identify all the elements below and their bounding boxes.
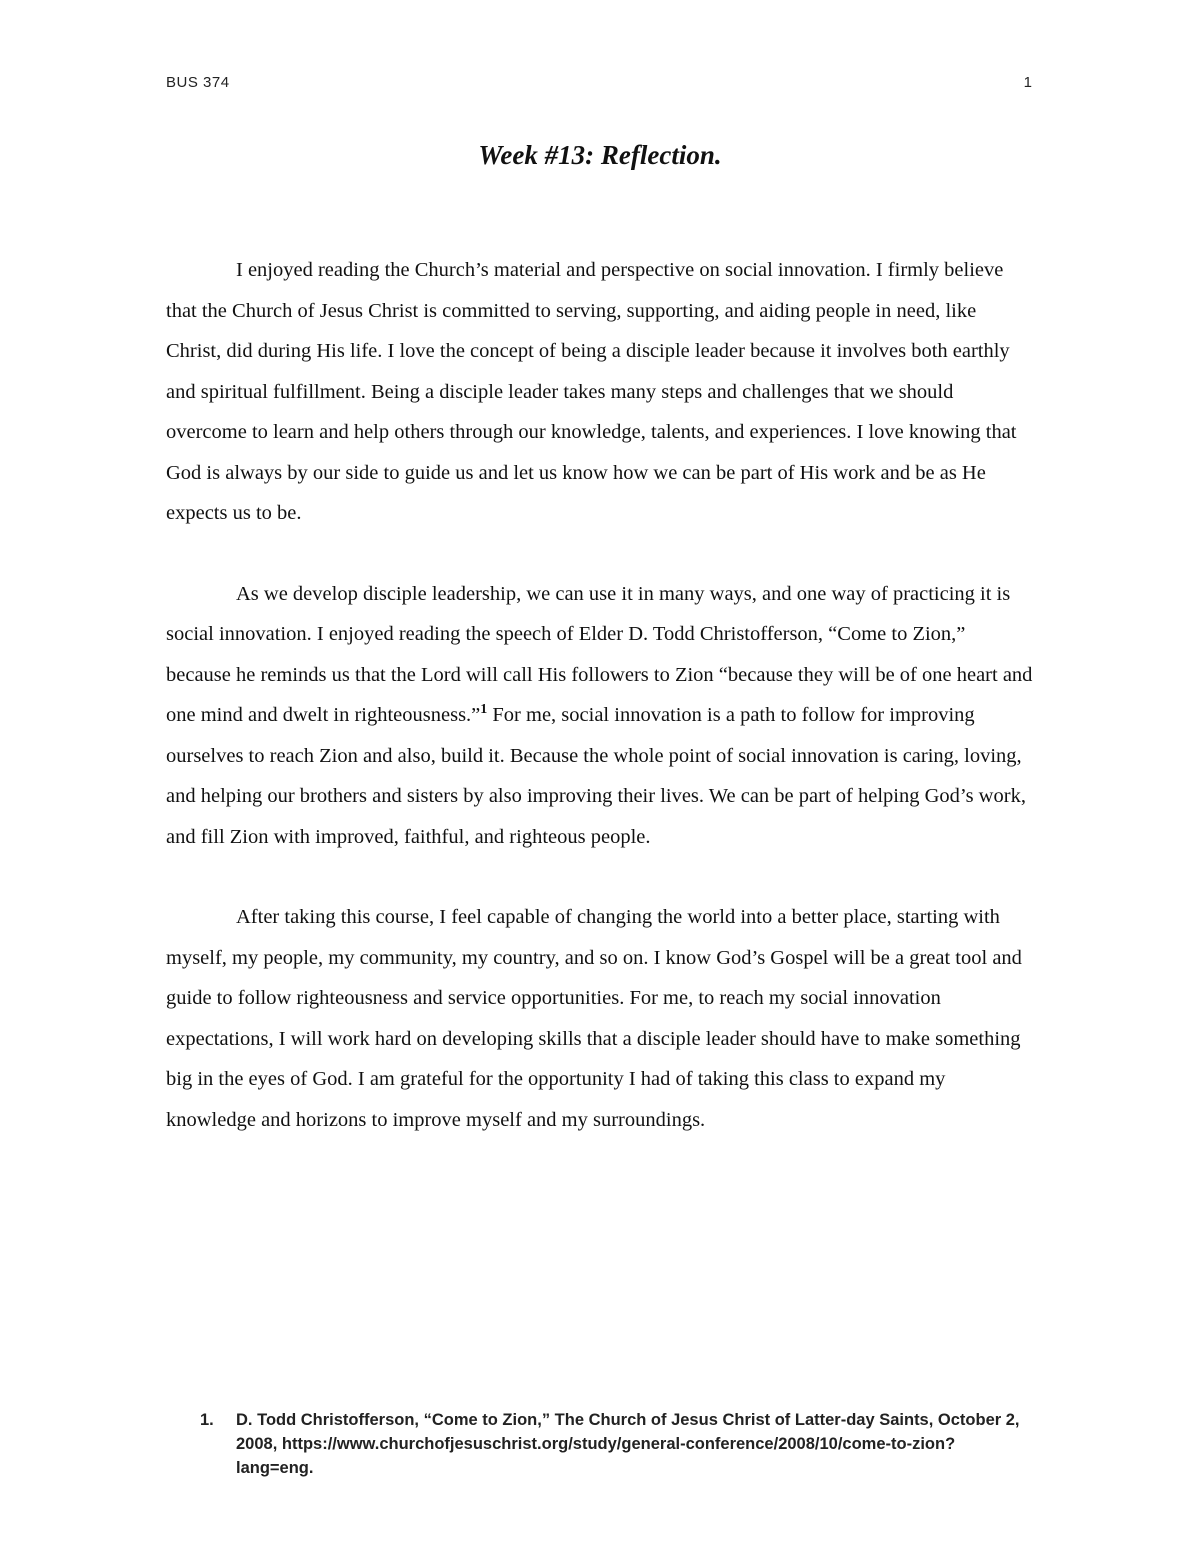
paragraph-1: I enjoyed reading the Church’s material and perspective on social innovation. I firmly believe that the Church of Jesus Christ is committed to serving, supporting, and aiding people in need, like Christ, did during His life. I love the concept of being a disciple leader because it involves both earthly and spiritual fulfillment. Being a disciple leader takes many steps and challenges that we should overcome to learn and help others through our knowledge, talents, and experiences. I love knowing that God is always by our side to guide us and let us know how we can be part of His work and be as He expects us to be.	[166, 259, 1017, 524]
footnote-number: 1.	[200, 1411, 214, 1429]
running-head: BUS 374	[166, 74, 230, 91]
footnotes	[200, 1408, 1020, 1480]
footnote-text: D. Todd Christofferson, “Come to Zion,” The Church of Jesus Christ of Latter-day Saints, October 2, 2008, https://www.churchofjesuschrist.org/study/general-conference/2008/10/come-to-zion?lang=eng.	[236, 1411, 1020, 1477]
paragraph-3: After taking this course, I feel capable of changing the world into a better place, starting with myself, my people, my community, my country, and so on. I know God’s Gospel will be a great tool and guide to follow righteousness and service opportunities. For me, to reach my social innovation expectations, I will work hard on developing skills that a disciple leader should have to make something big in the eyes of God. I am grateful for the opportunity I had of taking this class to expand my knowledge and horizons to improve myself and my surroundings.	[166, 906, 1022, 1131]
footnote-reference[interactable]: 1	[480, 702, 488, 718]
paragraph-2-text-after-ref: For me, social innovation is a path to follow for improving ourselves to reach Zion and also, build it. Because the whole point of social innovation is caring, loving, and helping our brothers and sisters by also improving their lives. We can be part of helping God’s work, and fill Zion with improved, faithful, and righteous people.	[166, 704, 1026, 848]
paragraph-2	[166, 574, 1034, 858]
page-number: 1	[1023, 74, 1032, 91]
document-body	[166, 250, 1034, 1180]
document-title: Week #13: Reflection.	[478, 140, 722, 170]
paragraph-2-text-before-ref: As we develop disciple leadership, we can use it in many ways, and one way of practicing it is social innovation. I enjoyed reading the speech of Elder D. Todd Christofferson, “Come to Zion,” because he reminds us that the Lord will call His followers to Zion “because they will be of one heart and one mind and dwelt in righteousness.”	[166, 582, 1033, 726]
footnote-item	[200, 1408, 1020, 1480]
